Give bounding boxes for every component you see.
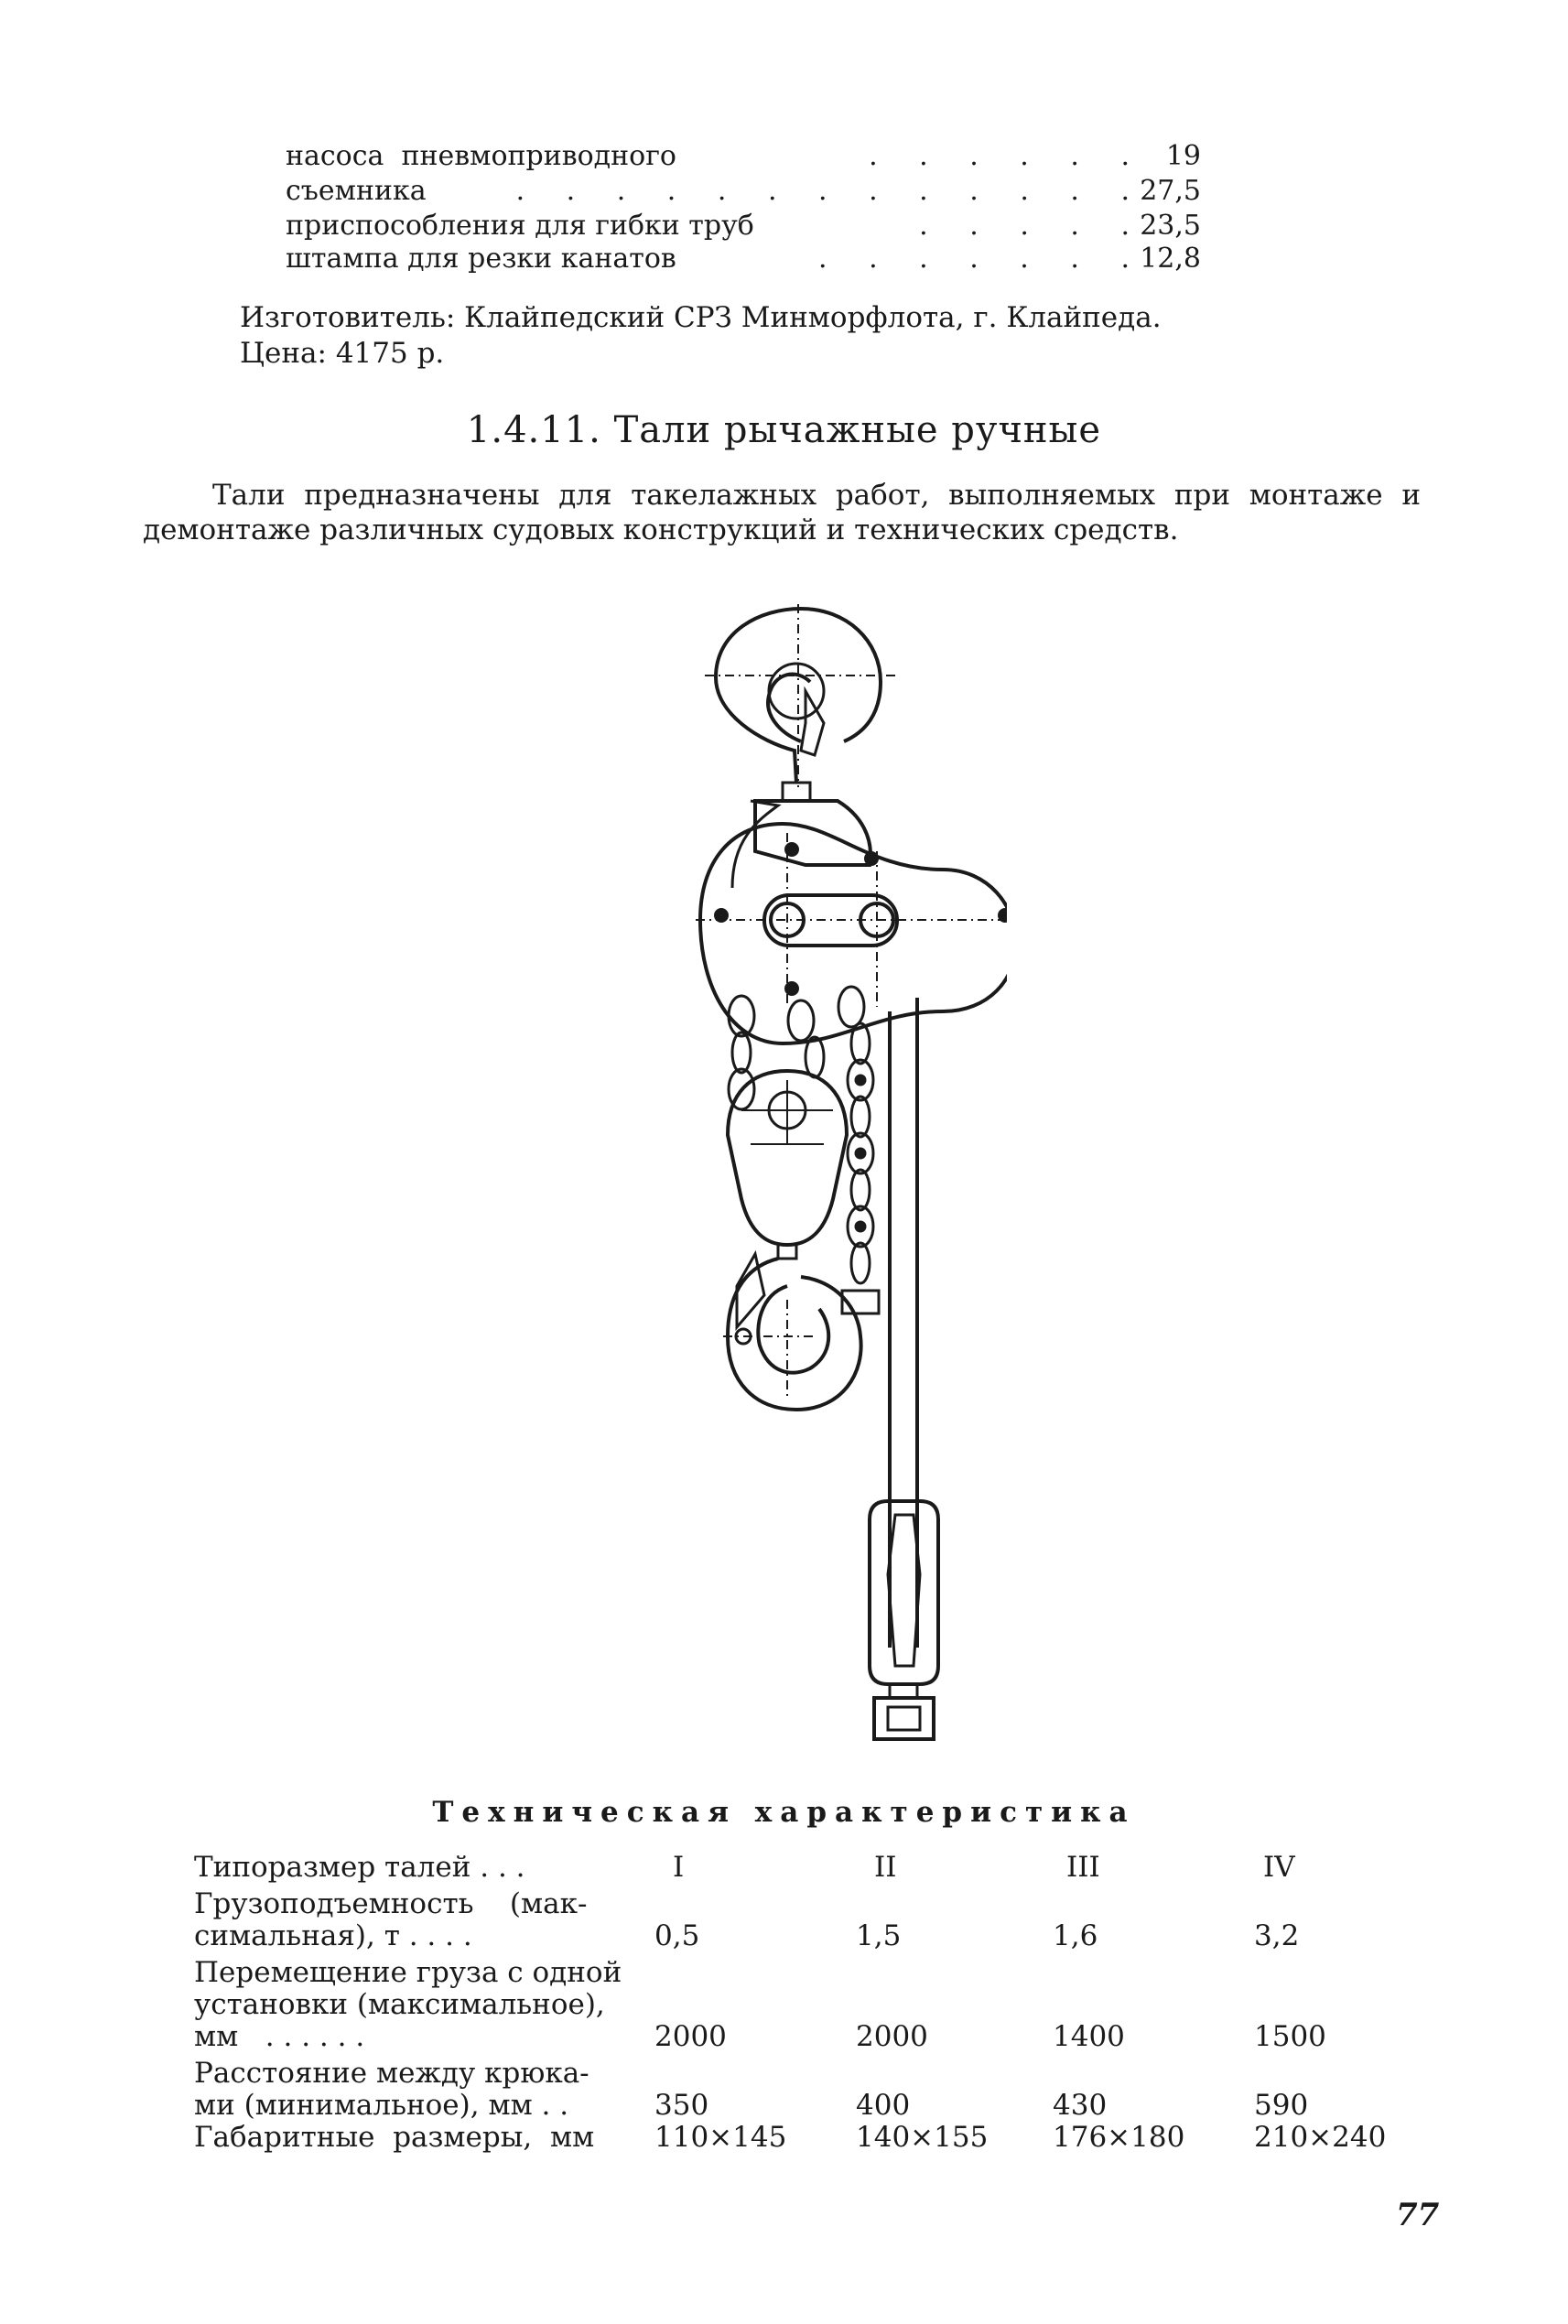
spec-label: мм . . . . . . bbox=[194, 2020, 365, 2053]
spec-value: 1400 bbox=[1053, 2020, 1125, 2053]
mass-label: съемника bbox=[286, 175, 427, 207]
mass-value: 12,8 bbox=[1140, 243, 1201, 275]
spec-title: Техническая характеристика bbox=[432, 1796, 1136, 1829]
paragraph-line: демонтаже различных судовых конструкций и технических средств. bbox=[143, 513, 1179, 546]
leader-dots: . . . . . . bbox=[869, 140, 1146, 172]
spec-value: III bbox=[1066, 1851, 1100, 1884]
spec-label: установки (максимальное), bbox=[194, 1988, 605, 2021]
spec-label: Типоразмер талей . . . bbox=[194, 1851, 525, 1884]
spec-value: 590 bbox=[1254, 2089, 1309, 2122]
paragraph-line: Тали предназначены для такелажных работ, выполняемых при монтаже и bbox=[212, 479, 1421, 512]
page-number: 77 bbox=[1396, 2197, 1440, 2233]
spec-label: Перемещение груза с одной bbox=[194, 1956, 622, 1989]
mass-label: штампа для резки канатов bbox=[286, 243, 676, 275]
mass-value: 23,5 bbox=[1140, 210, 1201, 242]
mass-row bbox=[286, 140, 1201, 173]
lever-handle bbox=[870, 998, 938, 1739]
mass-row bbox=[286, 210, 1201, 243]
top-hook bbox=[705, 604, 897, 801]
leader-dots: . . . . . . . . . . . . . bbox=[515, 175, 1146, 207]
spec-value: II bbox=[874, 1851, 897, 1884]
spec-value: 350 bbox=[654, 2089, 709, 2122]
spec-value: 1,6 bbox=[1053, 1919, 1098, 1952]
spec-value: 110×145 bbox=[654, 2121, 787, 2154]
price: Цена: 4175 р. bbox=[240, 337, 445, 370]
spec-value: 430 bbox=[1053, 2089, 1108, 2122]
mass-label: приспособления для гибки труб bbox=[286, 210, 754, 242]
spec-label: Габаритные размеры, мм bbox=[194, 2121, 595, 2154]
spec-value: 210×240 bbox=[1254, 2121, 1387, 2154]
spec-value: 0,5 bbox=[654, 1919, 700, 1952]
spec-value: 140×155 bbox=[856, 2121, 989, 2154]
spec-value: 2000 bbox=[856, 2020, 928, 2053]
spec-value: 176×180 bbox=[1053, 2121, 1185, 2154]
lever-hoist-drawing bbox=[641, 604, 1007, 1776]
lower-hook bbox=[723, 1254, 861, 1410]
spec-value: I bbox=[673, 1851, 685, 1884]
housing bbox=[696, 801, 1007, 1043]
leader-dots: . . . . . . . bbox=[818, 243, 1146, 275]
spec-value: 1500 bbox=[1254, 2020, 1326, 2053]
spec-value: 3,2 bbox=[1254, 1919, 1300, 1952]
manufacturer: Изготовитель: Клайпедский СРЗ Минморфлота, г. Клайпеда. bbox=[240, 301, 1162, 334]
mass-value: 19 bbox=[1165, 140, 1201, 172]
spec-value: IV bbox=[1263, 1851, 1295, 1884]
spec-label: Грузоподъемность (мак- bbox=[194, 1887, 588, 1920]
section-heading: 1.4.11. Тали рычажные ручные bbox=[466, 409, 1102, 451]
spec-label: Расстояние между крюка- bbox=[194, 2057, 589, 2090]
spec-value: 400 bbox=[856, 2089, 911, 2122]
mass-row bbox=[286, 175, 1201, 208]
spec-value: 1,5 bbox=[856, 1919, 902, 1952]
spec-value: 2000 bbox=[654, 2020, 727, 2053]
mass-row bbox=[286, 243, 1201, 276]
lower-block bbox=[728, 1071, 847, 1259]
leader-dots: . . . . . bbox=[919, 210, 1146, 242]
spec-label: симальная), т . . . . bbox=[194, 1919, 472, 1952]
spec-label: ми (минимальное), мм . . bbox=[194, 2089, 569, 2122]
mass-label: насоса пневмоприводного bbox=[286, 140, 676, 172]
mass-value: 27,5 bbox=[1140, 175, 1201, 207]
